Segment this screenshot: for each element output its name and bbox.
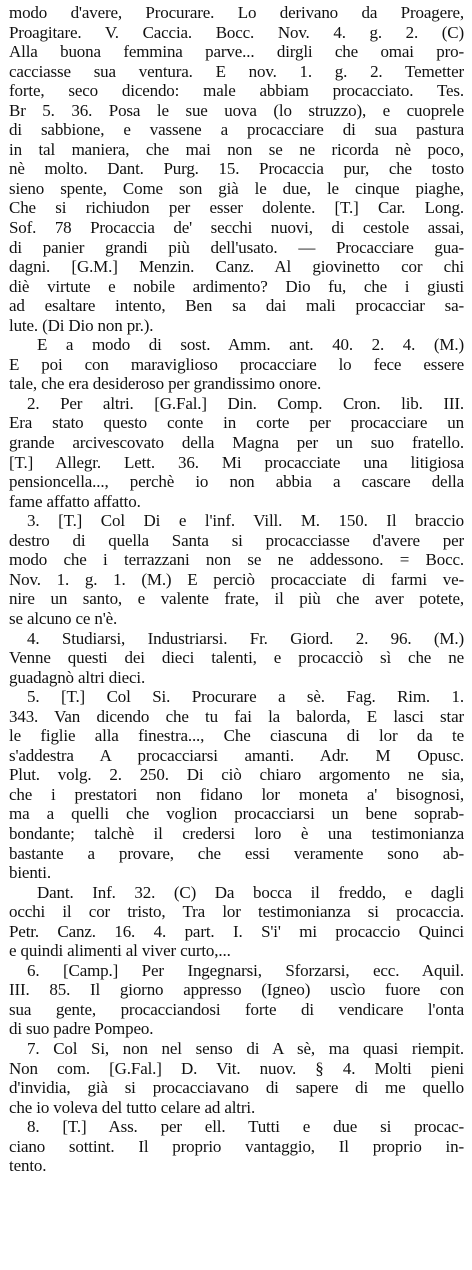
text-line: nè molto. Dant. Purg. 15. Procaccia pur, che tosto <box>9 159 464 179</box>
text-line: Br 5. 36. Posa le sue uova (lo struzzo), e cuoprele <box>9 100 464 120</box>
text-line: 6. [Camp.] Per Ingegnarsi, Sforzarsi, ecc. Aquil. <box>27 960 464 980</box>
text-line: Dant. Inf. 32. (C) Da bocca il freddo, e dagli <box>37 882 464 902</box>
text-line: Plut. volg. 2. 250. Di ciò chiaro argomento ne sia, <box>9 765 464 785</box>
text-line: E a modo di sost. Amm. ant. 40. 2. 4. (M.) <box>37 335 464 355</box>
text-line: Venne questi dei dieci talenti, e procacciò sì che ne <box>9 648 464 668</box>
text-line: E poi con maraviglioso procacciare lo fece essere <box>9 354 464 374</box>
text-line: 2. Per altri. [G.Fal.] Din. Comp. Cron. lib. III. <box>27 393 464 413</box>
text-line: nire un santo, e valente frate, il più che aver potete, <box>9 589 464 609</box>
text-line: s'addestra A procacciarsi amanti. Adr. M Opusc. <box>9 745 464 765</box>
text-line: bastante a provare, che essi veramente sono ab- <box>9 843 464 863</box>
text-line: cacciasse sua ventura. E nov. 1. g. 2. Temetter <box>9 61 464 81</box>
text-line: fame affatto affatto. <box>9 491 141 511</box>
text-line: forte, seco dicendo: male abbiam procacciato. Tes. <box>9 81 464 101</box>
text-line: 4. Studiarsi, Industriarsi. Fr. Giord. 2. 96. (M.) <box>27 628 464 648</box>
text-line: che i prestatori non fidano lor moneta a' bisognosi, <box>9 784 464 804</box>
text-line: [T.] Allegr. Lett. 36. Mi procacciate una litigiosa <box>9 452 464 472</box>
text-line: III. 85. Il giorno appresso (Igneo) uscìo fuore con <box>9 980 464 1000</box>
text-line: 5. [T.] Col Si. Procurare a sè. Fag. Rim. 1. <box>27 687 464 707</box>
dictionary-entry-text <box>9 3 464 1176</box>
text-line: Era stato questo conte in corte per procacciare un <box>9 413 464 433</box>
text-line: 7. Col Si, non nel senso di A sè, ma quasi riempit. <box>27 1038 464 1058</box>
text-line: bienti. <box>9 863 51 883</box>
text-line: di suo padre Pompeo. <box>9 1019 154 1039</box>
text-line: sua gente, procacciandosi forte di vendicare l'onta <box>9 999 464 1019</box>
text-line: ad esaltare intento, Ben sa dai mali procacciar sa- <box>9 296 464 316</box>
text-line: 8. [T.] Ass. per ell. Tutti e due si procac- <box>27 1117 464 1137</box>
text-line: tale, che era desideroso per grandissimo onore. <box>9 374 322 394</box>
text-line: Petr. Canz. 16. 4. part. I. S'i' mi procaccio Quinci <box>9 921 464 941</box>
text-line: di sabbione, e vassene a procacciare di sua pastura <box>9 120 464 140</box>
text-line: guadagnò altri dieci. <box>9 667 146 687</box>
text-line: ma a quelli che voglion procacciarsi un bene soprab- <box>9 804 464 824</box>
text-line: di panier grandi più dell'usato. — Procacciare gua- <box>9 237 464 257</box>
text-line: lute. (Di Dio non pr.). <box>9 315 154 335</box>
text-line: Non com. [G.Fal.] D. Vit. nuov. § 4. Molti pieni <box>9 1058 464 1078</box>
text-line: 343. Van dicendo che tu fai la balorda, E lasci star <box>9 706 464 726</box>
text-line: le figlie alla finestra..., Che ciascuna di lor da te <box>9 726 464 746</box>
text-line: bondante; talchè il credersi loro è una testimonianza <box>9 823 464 843</box>
text-line: in tal maniera, che mai non se ne ricorda nè poco, <box>9 139 464 159</box>
text-line: Nov. 1. g. 1. (M.) E perciò procacciate di farmi ve- <box>9 569 464 589</box>
text-line: destro di quella Santa si procacciasse d'avere per <box>9 530 464 550</box>
text-line: Proagitare. V. Caccia. Bocc. Nov. 4. g. 2. (C) <box>9 22 464 42</box>
text-line: Che si richiudon per esser dolente. [T.] Car. Long. <box>9 198 464 218</box>
text-line: e quindi alimenti al viver curto,... <box>9 941 231 961</box>
text-line: d'invidia, già si procacciavano di sapere di me quello <box>9 1078 464 1098</box>
text-line: ciano sottint. Il proprio vantaggio, Il proprio in- <box>9 1136 464 1156</box>
text-line: se alcuno ce n'è. <box>9 608 118 628</box>
text-line: Alla buona femmina parve... dirgli che omai pro- <box>9 42 464 62</box>
text-line: pensioncella..., perchè io non abbia a cascare della <box>9 472 464 492</box>
text-line: modo che i terrazzani non se ne addessono. = Bocc. <box>9 550 464 570</box>
text-line: modo d'avere, Procurare. Lo derivano da Proagere, <box>9 3 464 22</box>
text-line: occhi il cor tristo, Tra lor testimonianza si procaccia. <box>9 902 464 922</box>
text-line: grande arcivescovato della Magna per un suo fratello. <box>9 433 464 453</box>
text-line: tento. <box>9 1156 47 1176</box>
text-line: Sof. 78 Procaccia de' secchi nuovi, di cestole assai, <box>9 218 464 238</box>
text-line: diè virtute e nobile ardimento? Dio fu, che i giusti <box>9 276 464 296</box>
text-line: 3. [T.] Col Di e l'inf. Vill. M. 150. Il braccio <box>27 511 464 531</box>
text-line: che io voleva del tutto celare ad altri. <box>9 1097 256 1117</box>
text-line: sieno spente, Come son già le due, le cinque piaghe, <box>9 178 464 198</box>
text-line: dagni. [G.M.] Menzin. Canz. Al giovinetto cor chi <box>9 257 464 277</box>
